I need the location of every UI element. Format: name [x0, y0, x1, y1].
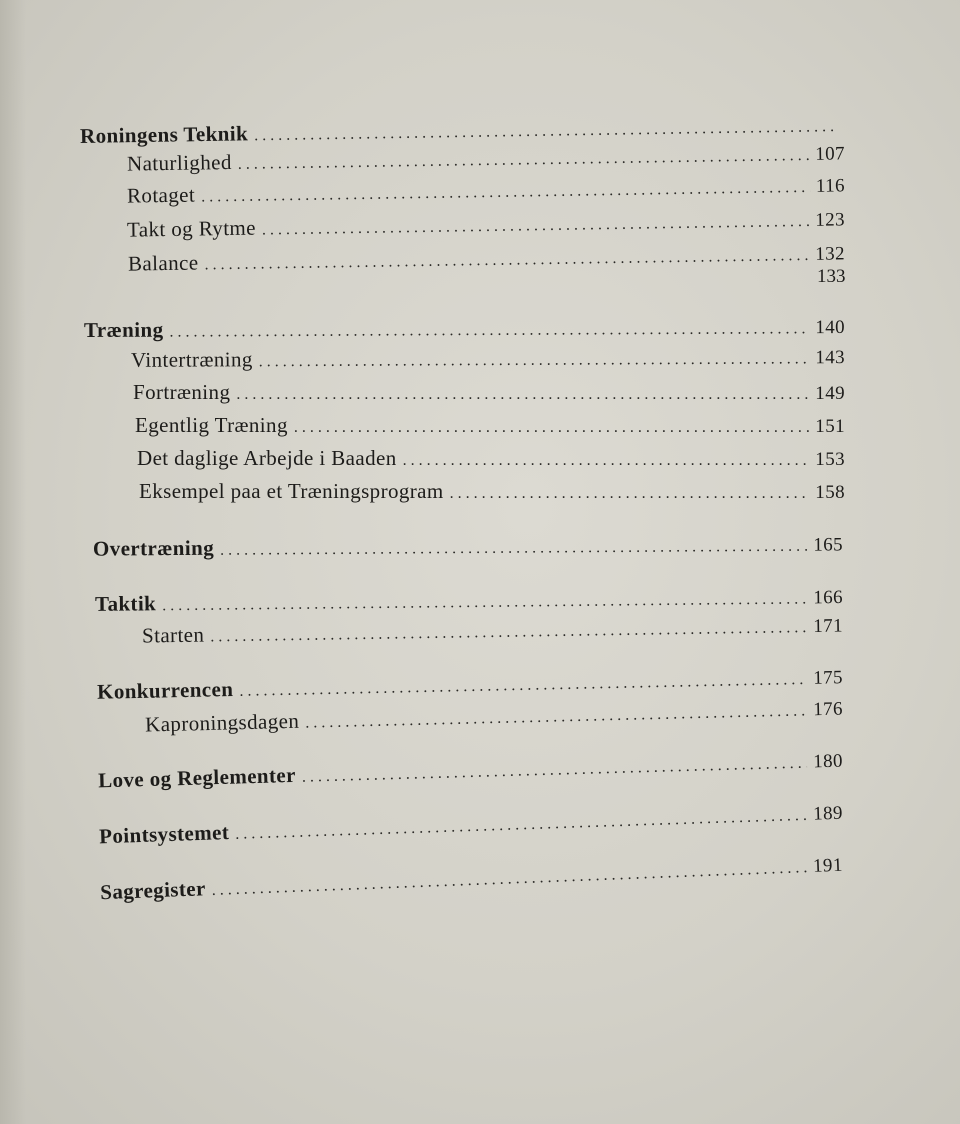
- toc-entry-overtraening: [93, 531, 843, 561]
- dot-leader: [236, 386, 809, 404]
- toc-subentry-title: Kaproningsdagen: [144, 708, 300, 737]
- toc-entry-balance: [128, 240, 845, 276]
- toc-subentry-title: Vintertræning: [130, 347, 253, 372]
- dot-leader: [294, 419, 809, 437]
- toc-entry-takt-og-rytme: [127, 206, 845, 242]
- dot-leader: [169, 320, 809, 341]
- toc-subentry-title: Rotaget: [126, 182, 196, 208]
- toc-subentry-title: Det daglige Arbejde i Baaden: [137, 446, 397, 470]
- toc-entry-rotaget: [127, 172, 845, 208]
- toc-section-title: Roningens Teknik: [79, 121, 249, 148]
- dot-leader: [235, 807, 808, 844]
- toc-subentry-title: Egentlig Træning: [135, 413, 288, 437]
- toc-page-number: 107: [815, 143, 846, 165]
- toc-entry-taktik: [95, 584, 843, 617]
- toc-subentry-title: Starten: [141, 622, 205, 648]
- toc-page-number: 171: [813, 615, 844, 637]
- toc-section-title: Sagregister: [99, 876, 207, 905]
- toc-subentry-title: Fortræning: [133, 380, 231, 404]
- toc-page-number: 143: [815, 347, 846, 369]
- toc-subentry-title: Eksempel paa et Træningsprogram: [139, 479, 444, 503]
- toc-section-title: Konkurrencen: [96, 676, 234, 704]
- toc-page-number: 132: [815, 243, 846, 265]
- toc-page-number: 151: [815, 416, 845, 437]
- dot-leader: [220, 538, 807, 560]
- toc-entry-sagregister: [100, 852, 843, 906]
- toc-page-number: 153: [815, 449, 845, 470]
- dot-leader: [302, 755, 808, 787]
- dot-leader: [403, 452, 810, 470]
- toc-section-title: Taktik: [94, 591, 157, 616]
- toc-page-number: 191: [812, 854, 844, 877]
- toc-page-number: 180: [812, 750, 844, 773]
- toc-entry-pointsystemet: [99, 800, 843, 850]
- toc-page-number: 176: [812, 698, 844, 721]
- toc-section-title: Love og Reglementer: [97, 762, 297, 793]
- toc-section-title: Pointsystemet: [98, 820, 230, 849]
- dot-leader: [211, 859, 807, 900]
- dot-leader: [259, 350, 810, 371]
- toc-page-number: 158: [815, 482, 845, 503]
- toc-entry-kaproningsdagen: [145, 695, 843, 737]
- dot-leader: [162, 590, 807, 615]
- toc-page-number: 166: [813, 587, 844, 609]
- toc-page-number: 116: [815, 175, 846, 197]
- dot-leader: [305, 702, 807, 732]
- dot-leader: [210, 619, 807, 646]
- dot-leader: [204, 247, 809, 274]
- toc-entry-eksempel-traeningsprogram: [139, 479, 845, 504]
- toc-subentry-title: Balance: [127, 250, 199, 276]
- toc-page-number: 165: [813, 534, 844, 556]
- toc-entry-egentlig-traening: [135, 413, 845, 438]
- toc-subentry-title: Naturlighed: [126, 149, 232, 176]
- toc-page-number: 189: [812, 802, 844, 825]
- dot-leader: [201, 179, 810, 207]
- toc-entry-det-daglige-arbejde: [137, 446, 845, 471]
- toc-page-number: 133: [817, 266, 846, 287]
- toc-page-number: 140: [815, 317, 846, 339]
- toc-entry-love-og-reglementer: [98, 748, 843, 794]
- toc-subentry-title: Takt og Rytme: [126, 215, 257, 242]
- toc-entry-vintertraening: [131, 344, 845, 373]
- toc-section-title: Træning: [83, 317, 164, 342]
- dot-leader: [262, 213, 810, 240]
- toc-entry-traening: [84, 314, 845, 343]
- dot-leader: [450, 485, 810, 503]
- toc-entry-starten: [142, 612, 843, 648]
- dot-leader: [239, 671, 807, 701]
- toc-page-number: 175: [813, 667, 844, 689]
- toc-page-number: 123: [815, 209, 846, 231]
- dot-leader: [238, 147, 810, 174]
- toc-entry-fortraening: [133, 380, 845, 405]
- toc-page-number: 149: [815, 383, 845, 404]
- toc-section-title: Overtræning: [92, 535, 215, 561]
